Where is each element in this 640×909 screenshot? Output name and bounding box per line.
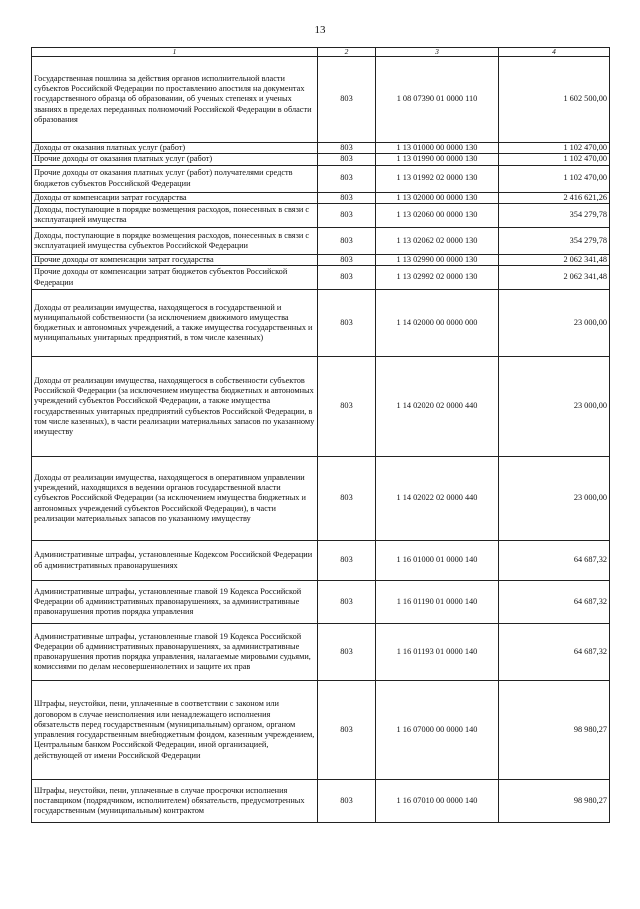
- budget-code-cell: 1 08 07390 01 0000 110: [376, 57, 499, 143]
- revenue-name-cell: Доходы от реализации имущества, находящегося в оперативном управлении учреждений, находящихся в ведении органов государственной власти субъектов Российской Федерации (за исключением имущества бюджетных и автономных учреждений субъектов Российской Федерации), в части реализации материальных запасов по указанному имуществу: [32, 457, 318, 541]
- column-number: 2: [318, 48, 376, 57]
- admin-code-cell: 803: [318, 154, 376, 165]
- revenue-name-cell: Административные штрафы, установленные главой 19 Кодекса Российской Федерации об административных правонарушениях, за административные правонарушения против порядка управления, налагаемые мировыми судьями, комиссиями по делам несовершеннолетних и защите их прав: [32, 624, 318, 681]
- budget-code-cell: 1 13 01990 00 0000 130: [376, 154, 499, 165]
- page-number: 13: [314, 24, 326, 36]
- table-row: [32, 154, 610, 165]
- budget-code-cell: 1 16 07000 00 0000 140: [376, 681, 499, 780]
- table-row: [32, 541, 610, 581]
- admin-code-cell: 803: [318, 266, 376, 290]
- admin-code-cell: 803: [318, 780, 376, 823]
- amount-cell: 1 102 470,00: [499, 165, 610, 192]
- amount-cell: 1 602 500,00: [499, 57, 610, 143]
- table-row: [32, 581, 610, 624]
- budget-code-cell: 1 13 02062 02 0000 130: [376, 227, 499, 254]
- budget-code-cell: 1 13 01000 00 0000 130: [376, 143, 499, 154]
- table-row: [32, 457, 610, 541]
- revenue-name-cell: Прочие доходы от компенсации затрат государства: [32, 254, 318, 265]
- column-number: 3: [376, 48, 499, 57]
- budget-code-cell: 1 16 01193 01 0000 140: [376, 624, 499, 681]
- table-row: [32, 227, 610, 254]
- amount-cell: 1 102 470,00: [499, 143, 610, 154]
- admin-code-cell: 803: [318, 143, 376, 154]
- admin-code-cell: 803: [318, 357, 376, 457]
- admin-code-cell: 803: [318, 165, 376, 192]
- admin-code-cell: 803: [318, 57, 376, 143]
- table-row: [32, 780, 610, 823]
- budget-code-cell: 1 14 02000 00 0000 000: [376, 290, 499, 357]
- table-row: [32, 266, 610, 290]
- table-row: [32, 357, 610, 457]
- amount-cell: 2 416 621,26: [499, 192, 610, 203]
- budget-code-cell: 1 14 02020 02 0000 440: [376, 357, 499, 457]
- admin-code-cell: 803: [318, 203, 376, 227]
- admin-code-cell: 803: [318, 624, 376, 681]
- column-number-row: [32, 48, 610, 57]
- table-row: [32, 203, 610, 227]
- amount-cell: 98 980,27: [499, 681, 610, 780]
- budget-code-cell: 1 13 02000 00 0000 130: [376, 192, 499, 203]
- table-row: [32, 254, 610, 265]
- amount-cell: 2 062 341,48: [499, 254, 610, 265]
- amount-cell: 2 062 341,48: [499, 266, 610, 290]
- revenue-name-cell: Административные штрафы, установленные главой 19 Кодекса Российской Федерации об административных правонарушениях, за административные правонарушения против порядка управления: [32, 581, 318, 624]
- column-number: 4: [499, 48, 610, 57]
- revenue-table: [31, 47, 610, 823]
- column-number: 1: [32, 48, 318, 57]
- table-row: [32, 681, 610, 780]
- revenue-name-cell: Государственная пошлина за действия органов исполнительной власти субъектов Российской Федерации по проставлению апостиля на документах государственного образца об образовании, об ученых степенях и ученых званиях в пределах переданных полномочий Российской Федерации в области образования: [32, 57, 318, 143]
- admin-code-cell: 803: [318, 290, 376, 357]
- amount-cell: 64 687,32: [499, 581, 610, 624]
- budget-code-cell: 1 16 01190 01 0000 140: [376, 581, 499, 624]
- admin-code-cell: 803: [318, 541, 376, 581]
- revenue-name-cell: Прочие доходы от оказания платных услуг (работ): [32, 154, 318, 165]
- admin-code-cell: 803: [318, 581, 376, 624]
- amount-cell: 98 980,27: [499, 780, 610, 823]
- table-row: [32, 192, 610, 203]
- amount-cell: 23 000,00: [499, 457, 610, 541]
- amount-cell: 23 000,00: [499, 290, 610, 357]
- budget-code-cell: 1 13 02990 00 0000 130: [376, 254, 499, 265]
- revenue-name-cell: Прочие доходы от оказания платных услуг (работ) получателями средств бюджетов субъектов Российской Федерации: [32, 165, 318, 192]
- admin-code-cell: 803: [318, 254, 376, 265]
- revenue-name-cell: Административные штрафы, установленные Кодексом Российской Федерации об административных правонарушениях: [32, 541, 318, 581]
- amount-cell: 354 279,78: [499, 227, 610, 254]
- budget-code-cell: 1 13 02060 00 0000 130: [376, 203, 499, 227]
- revenue-name-cell: Доходы от компенсации затрат государства: [32, 192, 318, 203]
- admin-code-cell: 803: [318, 681, 376, 780]
- revenue-name-cell: Доходы, поступающие в порядке возмещения расходов, понесенных в связи с эксплуатацией имущества субъектов Российской Федерации: [32, 227, 318, 254]
- admin-code-cell: 803: [318, 227, 376, 254]
- table-row: [32, 165, 610, 192]
- revenue-name-cell: Штрафы, неустойки, пени, уплаченные в соответствии с законом или договором в случае неисполнения или ненадлежащего исполнения обязательств перед государственным (муниципальным) органом, органом управления государственным внебюджетным фондом, казенным учреждением, Центральным банком Российской Федерации, иной организацией, действующей от имени Российской Федерации: [32, 681, 318, 780]
- admin-code-cell: 803: [318, 457, 376, 541]
- revenue-name-cell: Прочие доходы от компенсации затрат бюджетов субъектов Российской Федерации: [32, 266, 318, 290]
- budget-code-cell: 1 13 02992 02 0000 130: [376, 266, 499, 290]
- revenue-name-cell: Доходы от реализации имущества, находящегося в государственной и муниципальной собственности (за исключением движимого имущества бюджетных и автономных учреждений, а также имущества государственных и муниципальных унитарных предприятий, в том числе казенных): [32, 290, 318, 357]
- amount-cell: 354 279,78: [499, 203, 610, 227]
- amount-cell: 64 687,32: [499, 624, 610, 681]
- table-row: [32, 143, 610, 154]
- revenue-name-cell: Доходы от реализации имущества, находящегося в собственности субъектов Российской Федерации (за исключением имущества бюджетных и автономных учреждений субъектов Российской Федерации, а также имущества государственных унитарных предприятий субъектов Российской Федерации, в том числе казенных), в части реализации материальных запасов по указанному имуществу: [32, 357, 318, 457]
- revenue-name-cell: Доходы, поступающие в порядке возмещения расходов, понесенных в связи с эксплуатацией имущества: [32, 203, 318, 227]
- table-row: [32, 57, 610, 143]
- revenue-name-cell: Доходы от оказания платных услуг (работ): [32, 143, 318, 154]
- amount-cell: 1 102 470,00: [499, 154, 610, 165]
- amount-cell: 23 000,00: [499, 357, 610, 457]
- budget-code-cell: 1 14 02022 02 0000 440: [376, 457, 499, 541]
- budget-code-cell: 1 13 01992 02 0000 130: [376, 165, 499, 192]
- budget-code-cell: 1 16 07010 00 0000 140: [376, 780, 499, 823]
- table-row: [32, 624, 610, 681]
- table-row: [32, 290, 610, 357]
- amount-cell: 64 687,32: [499, 541, 610, 581]
- admin-code-cell: 803: [318, 192, 376, 203]
- revenue-name-cell: Штрафы, неустойки, пени, уплаченные в случае просрочки исполнения поставщиком (подрядчиком, исполнителем) обязательств, предусмотренных государственным (муниципальным) контрактом: [32, 780, 318, 823]
- budget-code-cell: 1 16 01000 01 0000 140: [376, 541, 499, 581]
